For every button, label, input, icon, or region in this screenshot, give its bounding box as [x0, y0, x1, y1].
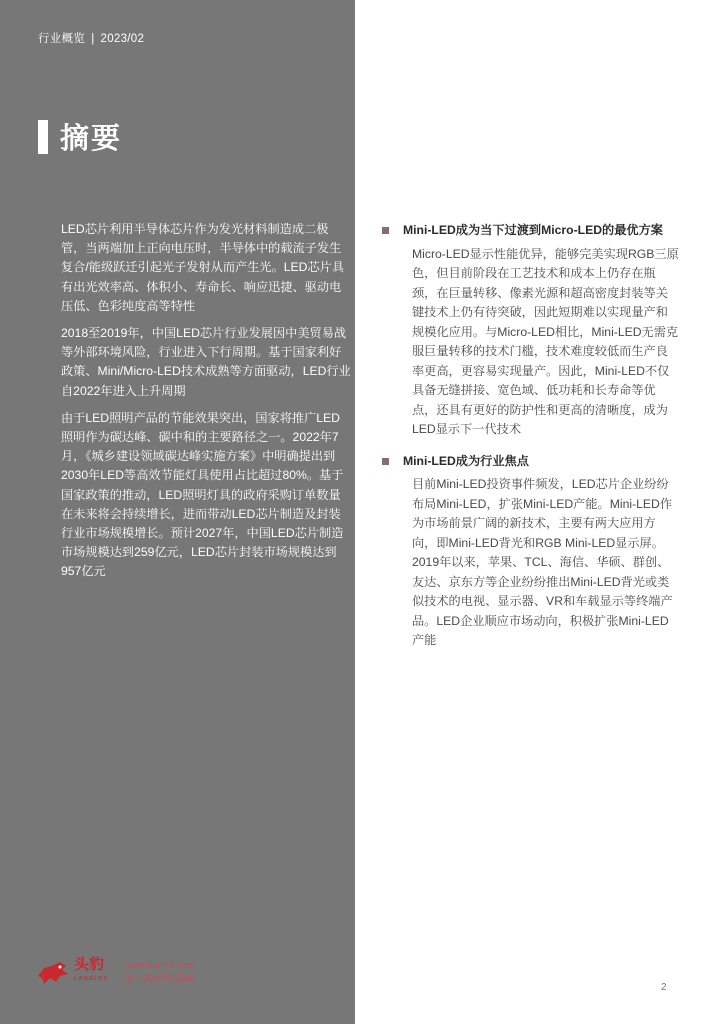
bullet-body: 目前Mini-LED投资事件频发，LED芯片企业纷纷布局Mini-LED，扩张Mini-LED产能。Mini-LED作为市场前景广阔的新技术，主要有两大应用方向，即Mini-LED背光和RGB Mini-LED显示屏。2019年以来，苹果、TCL、海信、华硕、群创、友达、京东方等企业纷纷推出Mini-LED背光或类似技术的电视、显示器、VR和车载显示等终端产品。LED企业顺应市场动向，积极扩张Mini-LED产能	[412, 477, 673, 647]
key-points	[380, 221, 680, 663]
phone-line	[124, 972, 194, 985]
page-header	[38, 30, 144, 46]
website-link[interactable]: www.leadleo.com	[124, 960, 195, 970]
phone-icon: ☏	[124, 973, 136, 983]
footer-logo	[36, 958, 194, 986]
bullet-heading-text: Mini-LED成为行业焦点	[403, 453, 529, 468]
page-title: 摘要	[60, 123, 123, 155]
phone-number: 400-072-5588	[138, 973, 195, 983]
page-number: 2	[661, 982, 667, 993]
header-section: 行业概览	[38, 33, 86, 45]
summary-paragraph: 2018至2019年，中国LED芯片行业发展因中美贸易战等外部环境风险，行业进入下行周期。基于国家利好政策、Mini/Micro-LED技术成熟等方面驱动，LED行业自2022年进入上升周期	[61, 326, 351, 398]
bullet-heading	[380, 221, 680, 241]
summary-text	[61, 220, 351, 590]
logo-cn: 头豹	[74, 956, 105, 973]
summary-paragraph: LED芯片利用半导体芯片作为发光材料制造成二极管，当两端加上正向电压时，半导体中的载流子发生复合/能级跃迁引起光子发射从而产生光。LED芯片具有出光效率高、体积小、寿命长、响应迅捷、驱动电压低、色彩纯度高等特性	[61, 222, 345, 313]
header-separator: |	[91, 33, 95, 45]
contact-info	[124, 959, 194, 985]
logo-en: LeadLeo	[74, 975, 109, 982]
square-bullet-icon	[382, 227, 389, 234]
logo-wordmark	[74, 958, 108, 986]
header-date: 2023/02	[100, 33, 145, 45]
title-accent-bar	[38, 120, 48, 154]
summary-paragraph: 由于LED照明产品的节能效果突出，国家将推广LED照明作为碳达峰、碳中和的主要路径之一。2022年7月，《城乡建设领域碳达峰实施方案》中明确提出到2030年LED等高效节能灯具使用占比超过80%。基于国家政策的推动，LED照明灯具的政府采购订单数量在未来将会持续增长，进而带动LED芯片制造及封装行业市场规模增长。预计2027年，中国LED芯片制造市场规模达到259亿元，LED芯片封装市场规模达到957亿元	[61, 410, 344, 579]
leopard-logo-icon	[36, 958, 70, 986]
title-block	[38, 116, 122, 157]
bullet-heading	[380, 452, 680, 472]
bullet-heading-text: Mini-LED成为当下过渡到Micro-LED的最优方案	[403, 223, 663, 237]
bullet-body: Micro-LED显示性能优异，能够完美实现RGB三原色，但目前阶段在工艺技术和成本上仍存在瓶颈，在巨量转移、像素光源和超高密度封装等关键技术上仍有待突破，因此短期难以实现量产和规模化应用。与Micro-LED相比，Mini-LED无需克服巨量转移的技术门槛，技术难度较低而生产良率更高，更容易实现量产。因此，Mini-LED不仅具备无缝拼接、宽色域、低功耗和长寿命等优点，还具有更好的防护性和更高的清晰度，成为LED显示下一代技术	[412, 246, 679, 436]
square-bullet-icon	[382, 458, 389, 465]
